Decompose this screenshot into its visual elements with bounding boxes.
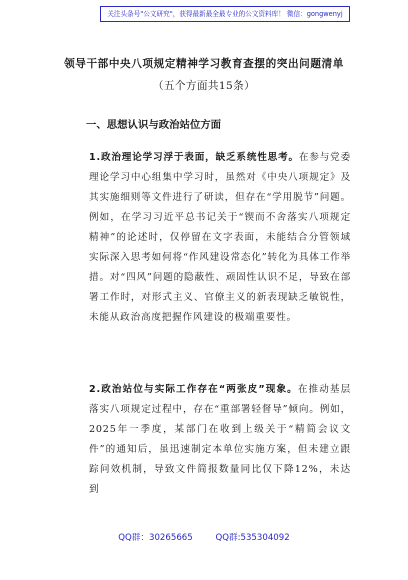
section-heading: 一、思想认识与政治站位方面: [86, 119, 222, 131]
footer-contacts: [0, 531, 408, 543]
paragraph-2: [89, 380, 351, 500]
promo-banner: 关注头条号"公文研究"，获得最新最全最专业的公文资料库！ 微信：gongwenyj: [100, 6, 350, 22]
document-subtitle: （五个方面共15条）: [152, 80, 256, 92]
paragraph-1-lead: 1.政治理论学习浮于表面，缺乏系统性思考。: [89, 152, 299, 163]
paragraph-2-lead: 2.政治站位与实际工作存在“两张皮”现象。: [89, 384, 298, 395]
paragraph-1-body: 在参与党委理论学习中心组集中学习时，虽然对《中央八项规定》及其实施细则等文件进行了研读，但存在“学用脱节”问题。例如，在学习习近平总书记关于“锲而不舍落实八项规定精神”的论述时，仅停留在文字表面，未能结合分管领域实际深入思考如何将“作风建设常态化”转化为具体工作举措。对“四风”问题的隐蔽性、顽固性认识不足，导致在部署工作时，对形式主义、官僚主义的新表现缺乏敏锐性，未能从政治高度把握作风建设的极端重要性。: [89, 152, 351, 323]
document-title: 领导干部中央八项规定精神学习教育查摆的突出问题清单: [64, 58, 344, 70]
paragraph-2-body: 在推动基层落实八项规定过程中，存在“重部署轻督导”倾向。例如，2025年一季度，某部门在收到上级关于“精简会议文件”的通知后，虽迅速制定本单位实施方案，但未建立跟踪问效机制，导致文件简报数量同比仅下降12%，未达到: [89, 384, 351, 495]
paragraph-1: [89, 148, 351, 328]
footer-qq-2: QQ群:535304092: [215, 533, 290, 543]
footer-qq-1: QQ群：30265665: [118, 533, 193, 543]
